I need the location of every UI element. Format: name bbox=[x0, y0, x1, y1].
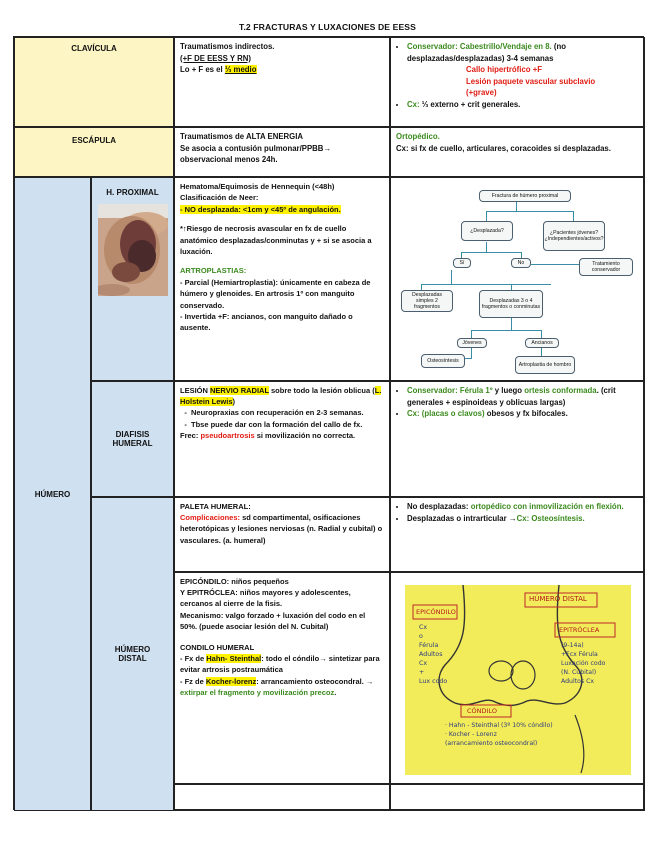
diafisis-t2a: Cx: (placas o clavos) bbox=[407, 409, 485, 419]
note-epi-line: Férula bbox=[419, 642, 439, 649]
clavicula-desc-3: Lo + F es el bbox=[180, 65, 225, 75]
paleta-t1b: ortopédico con inmovilización en flexión. bbox=[470, 502, 624, 511]
proximal-p3: - NO desplazada: <1cm y <45º de angulación. bbox=[180, 204, 341, 214]
clavicula-desc-2: (+F DE EESS Y RN) bbox=[180, 53, 251, 63]
note-epit-line: (9-14a) bbox=[561, 642, 584, 649]
condilo-title: CONDILO HUMERAL bbox=[180, 643, 255, 653]
escapula-label: ESCÁPULA bbox=[71, 136, 116, 145]
diafisis-t2b: obesos y fx bifocales. bbox=[484, 409, 568, 419]
diafisis-frec-a: Frec: bbox=[180, 430, 201, 440]
proximal-desc-cell bbox=[174, 177, 390, 381]
note-condilo: CÓNDILO bbox=[467, 707, 497, 715]
diafisis-t1d: . (crit generales + espinoideas y oblicuas largas) bbox=[407, 386, 616, 407]
diafisis-l1a: LESIÓN bbox=[180, 386, 211, 395]
empty-desc-cell bbox=[174, 784, 390, 811]
flow-no: No bbox=[511, 258, 531, 268]
paleta-comp-label: Complicaciones: bbox=[180, 513, 241, 523]
note-epit-line: +Fcx Férula bbox=[561, 651, 598, 658]
flow-jovenes: Jóvenes bbox=[457, 338, 487, 348]
diafisis-label-cell bbox=[91, 381, 174, 497]
diafisis-t1c: ortesis conformada bbox=[524, 386, 597, 395]
diafisis-b1: - Neuropraxias con recuperación en 2-3 semanas. bbox=[191, 407, 384, 418]
proximal-p4: *↑Riesgo de necrosis avascular en fx de cuello anatómico desplazadas/conminutas y + si se asocia a luxación. bbox=[180, 224, 372, 257]
note-epit-line: (N. Cubital) bbox=[561, 669, 597, 676]
condilo-c2e: . bbox=[334, 687, 337, 697]
note-epit-line: Adultos Cx bbox=[561, 678, 595, 685]
condilo-c1c: : todo el cóndilo→ sintetizar para evitar artrosis postraumática bbox=[180, 654, 380, 675]
note-cond-line: · Hahn - Steinthal (3º 10% cóndilo) bbox=[445, 722, 553, 729]
note-epi-line: + bbox=[419, 669, 425, 676]
escapula-tto-cell bbox=[390, 127, 645, 177]
empty-tto-cell bbox=[390, 784, 645, 811]
proximal-flow-cell bbox=[390, 177, 645, 381]
clavicula-conservador: Conservador: Cabestrillo/Vendaje en 8. bbox=[407, 42, 552, 51]
clavicula-comp-1: Callo hipertrófico +F bbox=[466, 65, 543, 75]
clavicula-label-cell bbox=[14, 37, 174, 127]
condilo-hahn: Hahn- Steinthal bbox=[206, 654, 262, 664]
paleta-desc-cell bbox=[174, 497, 390, 572]
flow-desplazada: ¿Desplazada? bbox=[461, 221, 513, 241]
paleta-t1a: No desplazadas: bbox=[407, 502, 471, 511]
escapula-desc-2: Se asocia a contusión pulmonar/PPBB→ bbox=[180, 143, 332, 153]
proximal-label-cell bbox=[91, 177, 174, 381]
escapula-desc-3: observacional menos 24h. bbox=[180, 155, 278, 165]
proximal-artro-1: - Parcial (Hemiartroplastia): únicamente en cabeza de húmero y glenoides. En artrosis 1º con manguito conservado. bbox=[180, 277, 371, 310]
clavicula-desc-4: ⅓ medio bbox=[224, 65, 257, 75]
escapula-desc-1: Traumatismos de ALTA ENERGIA bbox=[180, 132, 304, 141]
page-title: T.2 FRACTURAS Y LUXACIONES DE EESS bbox=[239, 22, 416, 32]
flow-ancianos: Ancianos bbox=[525, 338, 559, 348]
clavicula-conservador-rest: (no desplazadas/desplazadas) 3-4 semanas bbox=[407, 42, 567, 63]
epi-1: EPICÓNDILO: niños pequeños bbox=[180, 577, 289, 586]
escapula-tto-title: Ortopédico. bbox=[396, 132, 440, 141]
clavicula-desc-cell bbox=[174, 37, 390, 127]
note-epit-text bbox=[561, 641, 605, 686]
paleta-tto-cell bbox=[390, 497, 645, 572]
clavicula-tto-cell bbox=[390, 37, 645, 127]
note-epi-line: o bbox=[419, 633, 423, 640]
clavicula-comp-3: (+grave) bbox=[466, 88, 497, 98]
note-cond-line: (arrancamiento osteocondral) bbox=[445, 740, 538, 747]
paleta-t2b: Cx: Osteosíntesis. bbox=[516, 513, 585, 523]
proximal-artro-2: - Invertida +F: ancianos, con manguito dañado o ausente. bbox=[180, 312, 353, 333]
condilo-c1a: - Fx de bbox=[180, 654, 207, 664]
note-cond-line: · Kocher - Lorenz bbox=[445, 731, 497, 738]
diafisis-desc-cell bbox=[174, 381, 390, 497]
sticky-note bbox=[405, 585, 631, 775]
proximal-artro-title: ARTROPLASTIAS: bbox=[180, 266, 247, 276]
flow-osteosintesis: Osteosíntesis bbox=[421, 354, 465, 368]
proximal-p1: Hematoma/Equimosis de Hennequin (<48h) bbox=[180, 182, 335, 191]
diafisis-label: DIAFISIS HUMERAL bbox=[112, 430, 153, 448]
escapula-tto-text: Cx: si fx de cuello, articulares, coracoides si desplazadas. bbox=[396, 143, 611, 153]
clavicula-cx-label: Cx: bbox=[407, 99, 420, 109]
distal-note-cell bbox=[390, 572, 645, 784]
epi-2: Y EPITRÓCLEA: niños mayores y adolescentes, cercanos al cierre de la fisis. bbox=[180, 588, 351, 609]
escapula-desc-cell bbox=[174, 127, 390, 177]
note-epi-line: Adultos bbox=[419, 651, 443, 658]
clavicula-comp-2: Lesión paquete vascular subclavio bbox=[466, 76, 596, 86]
flow-2-fragmentos: Desplazadas simples 2 fragmentos bbox=[401, 290, 453, 312]
note-epi-line: Lux codo bbox=[419, 678, 448, 685]
note-epicondilo: EPICÓNDILO bbox=[416, 608, 456, 616]
condilo-c2c: : arrancamiento osteocondral. → bbox=[256, 676, 374, 686]
paleta-title: PALETA HUMERAL: bbox=[180, 502, 251, 511]
note-epit-line: Luxación codo bbox=[561, 660, 606, 667]
epi-3: Mecanismo: valgo forzado + luxación del codo en el 50%. (puede asociar lesión del N. Cubital) bbox=[180, 610, 366, 631]
flow-3-4-fragmentos: Desplazadas 3 o 4 fragmentos o conminutas bbox=[479, 290, 543, 318]
flow-fractura: Fractura de húmero proximal bbox=[479, 190, 571, 202]
proximal-p2: Clasificación de Neer: bbox=[180, 193, 259, 203]
diafisis-l1e: ) bbox=[232, 397, 236, 407]
condilo-c2d: extirpar el fragmento y movilización precoz bbox=[180, 687, 335, 697]
diafisis-t1b: y luego bbox=[492, 386, 525, 395]
proximal-label: H. PROXIMAL bbox=[106, 188, 159, 197]
distal-label: HÚMERO DISTAL bbox=[114, 645, 151, 663]
condilo-c2a: - Fz de bbox=[180, 676, 206, 686]
hennequin-photo bbox=[98, 204, 168, 296]
diafisis-b2: - Tbse puede dar con la formación del callo de fx. bbox=[191, 419, 384, 430]
diafisis-frec-c: si movilización no correcta. bbox=[254, 430, 356, 440]
epicondilo-desc-cell bbox=[174, 572, 390, 784]
clavicula-cx-text: ⅓ externo + crit generales. bbox=[419, 99, 521, 109]
note-epi-text bbox=[419, 623, 447, 686]
diafisis-holstein: L. Holstein Lewis bbox=[180, 386, 382, 407]
diafisis-tto-cell bbox=[390, 381, 645, 497]
flow-si: Sí bbox=[453, 258, 471, 268]
humero-label: HÚMERO bbox=[34, 489, 71, 499]
diafisis-t1a: Conservador: Férula 1º bbox=[407, 386, 493, 395]
distal-label-cell bbox=[91, 497, 174, 811]
paleta-t2a: Desplazadas o intrarticular → bbox=[407, 513, 517, 523]
escapula-label-cell bbox=[14, 127, 174, 177]
note-title: HÚMERO DISTAL bbox=[529, 595, 587, 603]
note-epitroclea: EPITRÓCLEA bbox=[559, 626, 600, 634]
humero-label-cell bbox=[14, 177, 91, 811]
condilo-kocher: Kocher-lorenz bbox=[205, 676, 257, 686]
flow-jovenes-q: ¿Pacientes jóvenes? ¿Independientes/activos? bbox=[543, 221, 605, 251]
diafisis-nervio-radial: NERVIO RADIAL bbox=[210, 386, 269, 395]
note-epi-line: Cx bbox=[419, 624, 428, 631]
diafisis-l1c: sobre todo la lesión oblicua ( bbox=[268, 386, 375, 395]
flow-conservador: Tratamiento conservador bbox=[579, 258, 633, 276]
clavicula-label: CLAVÍCULA bbox=[71, 44, 117, 53]
diafisis-pseudoartrosis: pseudoartrosis bbox=[200, 430, 255, 440]
fractures-table bbox=[13, 36, 644, 810]
paleta-comp-text: sd compartimental, osificaciones heterotópicas y lesiones nerviosas (n. Radial y cubital) o vasculares. (a. humeral) bbox=[180, 513, 383, 545]
note-epi-line: Cx bbox=[419, 660, 428, 667]
flow-artroplastia: Artroplastia de hombro bbox=[515, 356, 575, 374]
clavicula-desc-1: Traumatismos indirectos. bbox=[180, 42, 275, 51]
note-cond-text bbox=[445, 721, 553, 748]
neer-flowchart bbox=[391, 178, 645, 381]
